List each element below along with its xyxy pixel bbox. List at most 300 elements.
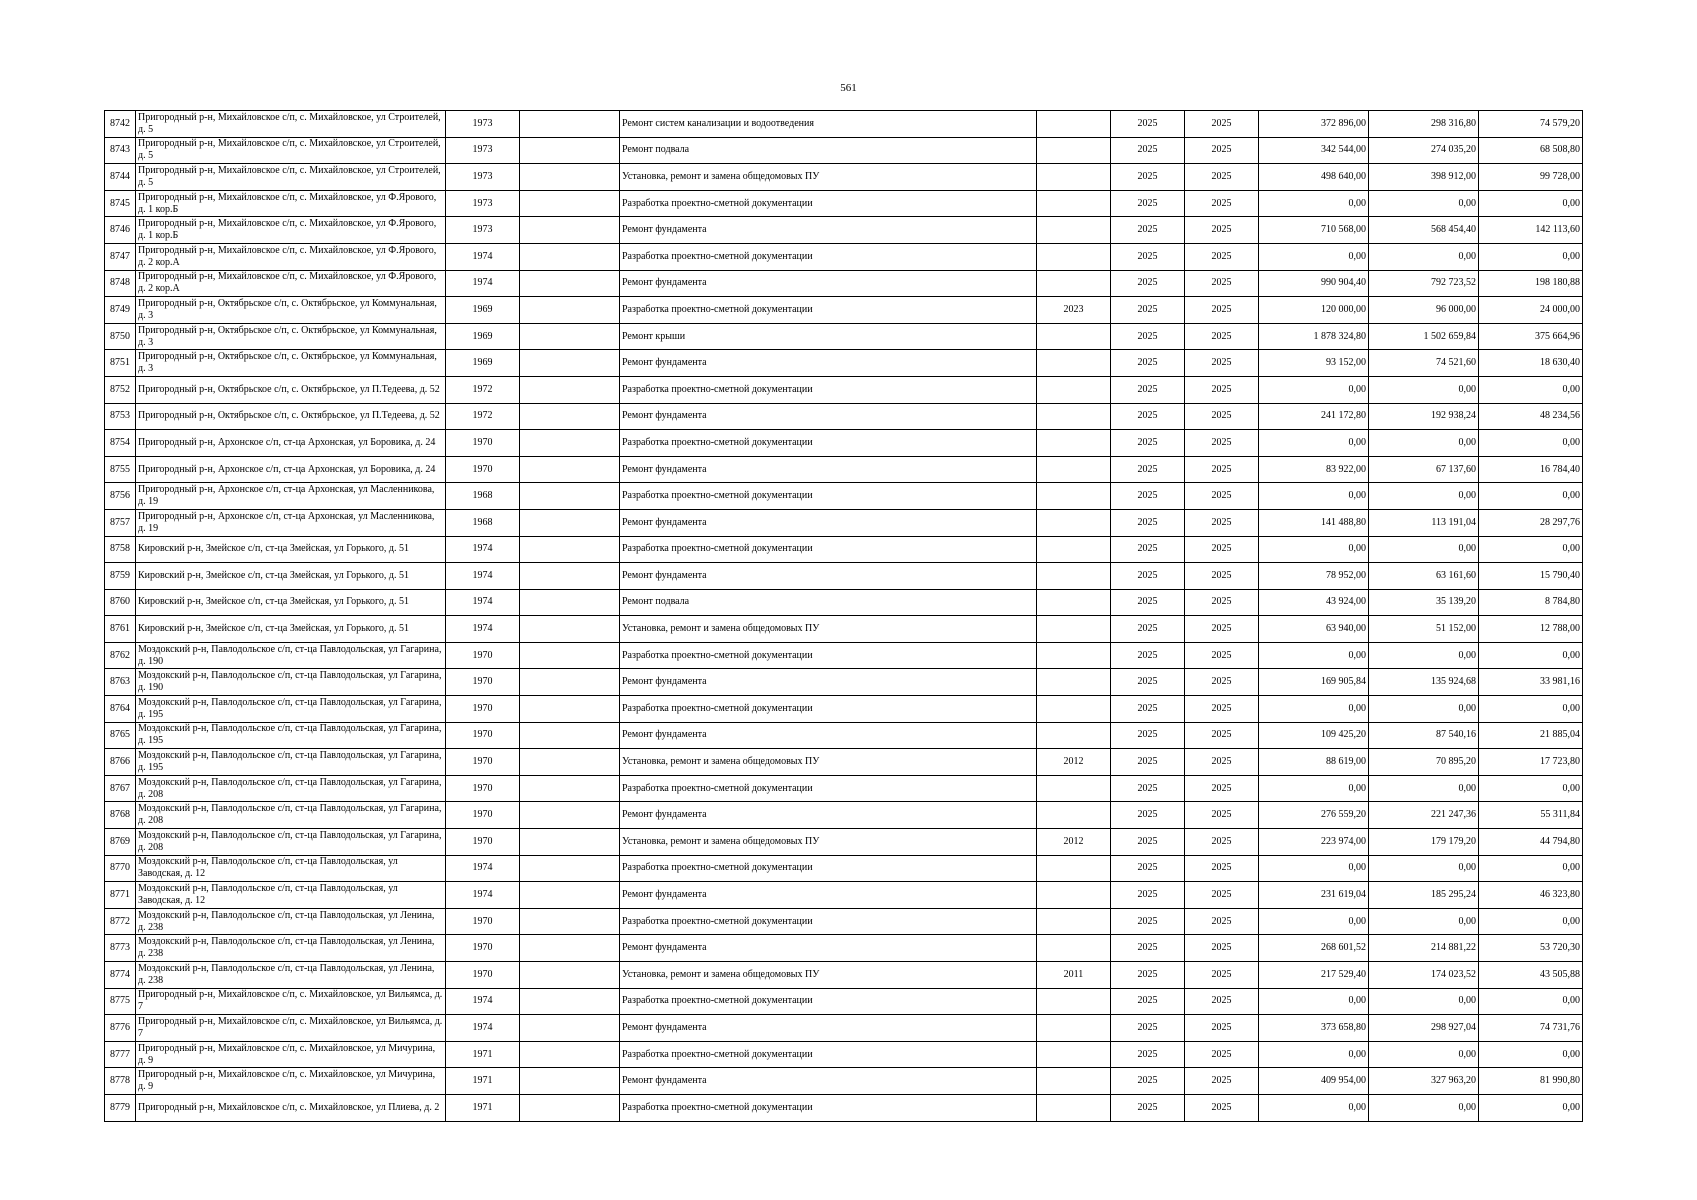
empty-cell — [520, 855, 620, 882]
row-number: 8764 — [105, 696, 136, 723]
address-text: Пригородный р-н, Михайловское с/п, с. Михайловское, ул Строителей, д. 5 — [138, 164, 441, 188]
fund-cost-cell: 327 963,20 — [1369, 1068, 1479, 1095]
work-type-cell: Установка, ремонт и замена общедомовых ПУ — [620, 829, 1037, 856]
fund-cost-cell: 67 137,60 — [1369, 456, 1479, 483]
table-row — [105, 642, 1583, 669]
work-type-cell: Ремонт фундамента — [620, 456, 1037, 483]
work-type-cell: Разработка проектно-сметной документации — [620, 642, 1037, 669]
row-number: 8760 — [105, 589, 136, 616]
fund-cost-cell: 0,00 — [1369, 190, 1479, 217]
build-year-cell: 1971 — [446, 1041, 520, 1068]
build-year-cell: 1970 — [446, 642, 520, 669]
address-text: Моздокский р-н, Павлодольское с/п, ст-ца Павлодольская, ул Гагарина, д. 190 — [138, 643, 442, 667]
owner-cost-cell: 8 784,80 — [1479, 589, 1583, 616]
address-text: Пригородный р-н, Михайловское с/п, с. Михайловское, ул Мичурина, д. 9 — [138, 1042, 436, 1066]
build-year-cell: 1968 — [446, 509, 520, 536]
last-repair-year-cell — [1037, 1041, 1111, 1068]
plan-start-year-cell: 2025 — [1111, 1015, 1185, 1042]
plan-end-year-cell: 2025 — [1185, 137, 1259, 164]
work-type-cell: Разработка проектно-сметной документации — [620, 775, 1037, 802]
fund-cost-cell: 179 179,20 — [1369, 829, 1479, 856]
plan-end-year-cell: 2025 — [1185, 962, 1259, 989]
build-year-cell: 1969 — [446, 323, 520, 350]
empty-cell — [520, 350, 620, 377]
work-type-cell: Ремонт фундамента — [620, 882, 1037, 909]
table-row — [105, 111, 1583, 138]
work-type-cell: Разработка проектно-сметной документации — [620, 1094, 1037, 1121]
fund-cost-cell: 298 316,80 — [1369, 111, 1479, 138]
address-text: Пригородный р-н, Октябрьское с/п, с. Октябрьское, ул Коммунальная, д. 3 — [138, 324, 437, 348]
fund-cost-cell: 1 502 659,84 — [1369, 323, 1479, 350]
address-cell — [136, 509, 446, 536]
address-text: Моздокский р-н, Павлодольское с/п, ст-ца Павлодольская, ул Гагарина, д. 195 — [138, 750, 442, 774]
address-cell — [136, 350, 446, 377]
address-cell — [136, 616, 446, 643]
address-cell — [136, 1015, 446, 1042]
total-cost-cell: 0,00 — [1259, 642, 1369, 669]
address-cell — [136, 243, 446, 270]
plan-end-year-cell: 2025 — [1185, 243, 1259, 270]
work-type-cell: Ремонт фундамента — [620, 350, 1037, 377]
row-number: 8763 — [105, 669, 136, 696]
owner-cost-cell: 0,00 — [1479, 483, 1583, 510]
last-repair-year-cell — [1037, 1094, 1111, 1121]
address-text: Пригородный р-н, Михайловское с/п, с. Михайловское, ул Ф.Ярового, д. 1 кор.Б — [138, 218, 437, 242]
row-number: 8767 — [105, 775, 136, 802]
build-year-cell: 1968 — [446, 483, 520, 510]
total-cost-cell: 710 568,00 — [1259, 217, 1369, 244]
build-year-cell: 1970 — [446, 749, 520, 776]
total-cost-cell: 223 974,00 — [1259, 829, 1369, 856]
total-cost-cell: 1 878 324,80 — [1259, 323, 1369, 350]
empty-cell — [520, 243, 620, 270]
owner-cost-cell: 18 630,40 — [1479, 350, 1583, 377]
table-row — [105, 563, 1583, 590]
last-repair-year-cell — [1037, 190, 1111, 217]
build-year-cell: 1971 — [446, 1068, 520, 1095]
total-cost-cell: 268 601,52 — [1259, 935, 1369, 962]
plan-end-year-cell: 2025 — [1185, 483, 1259, 510]
table-row — [105, 775, 1583, 802]
owner-cost-cell: 0,00 — [1479, 430, 1583, 457]
address-text: Моздокский р-н, Павлодольское с/п, ст-ца Павлодольская, ул Ленина, д. 238 — [138, 909, 435, 933]
owner-cost-cell: 198 180,88 — [1479, 270, 1583, 297]
build-year-cell: 1974 — [446, 988, 520, 1015]
empty-cell — [520, 882, 620, 909]
row-number: 8750 — [105, 323, 136, 350]
plan-start-year-cell: 2025 — [1111, 1094, 1185, 1121]
address-text: Моздокский р-н, Павлодольское с/п, ст-ца Павлодольская, ул Гагарина, д. 208 — [138, 803, 442, 827]
last-repair-year-cell: 2012 — [1037, 829, 1111, 856]
table-row — [105, 749, 1583, 776]
fund-cost-cell: 0,00 — [1369, 855, 1479, 882]
address-text: Пригородный р-н, Архонское с/п, ст-ца Архонская, ул Масленникова, д. 19 — [138, 484, 435, 508]
plan-end-year-cell: 2025 — [1185, 350, 1259, 377]
address-cell — [136, 1041, 446, 1068]
total-cost-cell: 231 619,04 — [1259, 882, 1369, 909]
plan-end-year-cell: 2025 — [1185, 323, 1259, 350]
owner-cost-cell: 0,00 — [1479, 855, 1583, 882]
owner-cost-cell: 0,00 — [1479, 908, 1583, 935]
table-body — [105, 111, 1583, 1122]
plan-start-year-cell: 2025 — [1111, 270, 1185, 297]
owner-cost-cell: 74 731,76 — [1479, 1015, 1583, 1042]
fund-cost-cell: 70 895,20 — [1369, 749, 1479, 776]
work-type-cell: Ремонт фундамента — [620, 935, 1037, 962]
plan-end-year-cell: 2025 — [1185, 616, 1259, 643]
last-repair-year-cell — [1037, 616, 1111, 643]
plan-end-year-cell: 2025 — [1185, 882, 1259, 909]
work-type-cell: Ремонт систем канализации и водоотведения — [620, 111, 1037, 138]
table-row — [105, 350, 1583, 377]
owner-cost-cell: 0,00 — [1479, 775, 1583, 802]
last-repair-year-cell — [1037, 137, 1111, 164]
owner-cost-cell: 81 990,80 — [1479, 1068, 1583, 1095]
fund-cost-cell: 51 152,00 — [1369, 616, 1479, 643]
plan-start-year-cell: 2025 — [1111, 563, 1185, 590]
row-number: 8743 — [105, 137, 136, 164]
plan-end-year-cell: 2025 — [1185, 855, 1259, 882]
build-year-cell: 1973 — [446, 190, 520, 217]
plan-end-year-cell: 2025 — [1185, 509, 1259, 536]
build-year-cell: 1974 — [446, 243, 520, 270]
empty-cell — [520, 217, 620, 244]
empty-cell — [520, 669, 620, 696]
empty-cell — [520, 749, 620, 776]
address-text: Пригородный р-н, Михайловское с/п, с. Михайловское, ул Ф.Ярового, д. 2 кор.А — [138, 271, 437, 295]
fund-cost-cell: 792 723,52 — [1369, 270, 1479, 297]
owner-cost-cell: 33 981,16 — [1479, 669, 1583, 696]
total-cost-cell: 276 559,20 — [1259, 802, 1369, 829]
plan-end-year-cell: 2025 — [1185, 111, 1259, 138]
build-year-cell: 1970 — [446, 669, 520, 696]
row-number: 8746 — [105, 217, 136, 244]
row-number: 8774 — [105, 962, 136, 989]
owner-cost-cell: 0,00 — [1479, 1094, 1583, 1121]
build-year-cell: 1970 — [446, 802, 520, 829]
last-repair-year-cell — [1037, 323, 1111, 350]
table-row — [105, 190, 1583, 217]
total-cost-cell: 990 904,40 — [1259, 270, 1369, 297]
owner-cost-cell: 142 113,60 — [1479, 217, 1583, 244]
owner-cost-cell: 74 579,20 — [1479, 111, 1583, 138]
plan-end-year-cell: 2025 — [1185, 456, 1259, 483]
owner-cost-cell: 55 311,84 — [1479, 802, 1583, 829]
empty-cell — [520, 908, 620, 935]
total-cost-cell: 0,00 — [1259, 775, 1369, 802]
plan-end-year-cell: 2025 — [1185, 376, 1259, 403]
total-cost-cell: 241 172,80 — [1259, 403, 1369, 430]
plan-start-year-cell: 2025 — [1111, 908, 1185, 935]
table-row — [105, 536, 1583, 563]
plan-start-year-cell: 2025 — [1111, 350, 1185, 377]
build-year-cell: 1972 — [446, 376, 520, 403]
last-repair-year-cell — [1037, 1015, 1111, 1042]
address-cell — [136, 376, 446, 403]
build-year-cell: 1973 — [446, 111, 520, 138]
empty-cell — [520, 164, 620, 191]
address-text: Пригородный р-н, Октябрьское с/п, с. Октябрьское, ул П.Тедеева, д. 52 — [138, 383, 440, 395]
total-cost-cell: 373 658,80 — [1259, 1015, 1369, 1042]
last-repair-year-cell — [1037, 908, 1111, 935]
total-cost-cell: 83 922,00 — [1259, 456, 1369, 483]
row-number: 8769 — [105, 829, 136, 856]
build-year-cell: 1970 — [446, 456, 520, 483]
work-type-cell: Ремонт крыши — [620, 323, 1037, 350]
plan-start-year-cell: 2025 — [1111, 962, 1185, 989]
address-cell — [136, 217, 446, 244]
plan-start-year-cell: 2025 — [1111, 403, 1185, 430]
plan-end-year-cell: 2025 — [1185, 297, 1259, 324]
last-repair-year-cell — [1037, 430, 1111, 457]
empty-cell — [520, 509, 620, 536]
owner-cost-cell: 15 790,40 — [1479, 563, 1583, 590]
fund-cost-cell: 0,00 — [1369, 483, 1479, 510]
plan-end-year-cell: 2025 — [1185, 829, 1259, 856]
work-type-cell: Разработка проектно-сметной документации — [620, 696, 1037, 723]
fund-cost-cell: 74 521,60 — [1369, 350, 1479, 377]
row-number: 8752 — [105, 376, 136, 403]
total-cost-cell: 0,00 — [1259, 1041, 1369, 1068]
work-type-cell: Установка, ремонт и замена общедомовых ПУ — [620, 164, 1037, 191]
empty-cell — [520, 1015, 620, 1042]
build-year-cell: 1974 — [446, 855, 520, 882]
build-year-cell: 1973 — [446, 217, 520, 244]
empty-cell — [520, 802, 620, 829]
address-text: Пригородный р-н, Архонское с/п, ст-ца Архонская, ул Боровика, д. 24 — [138, 463, 436, 475]
plan-start-year-cell: 2025 — [1111, 456, 1185, 483]
address-cell — [136, 775, 446, 802]
work-type-cell: Ремонт фундамента — [620, 509, 1037, 536]
address-cell — [136, 111, 446, 138]
empty-cell — [520, 642, 620, 669]
fund-cost-cell: 0,00 — [1369, 1041, 1479, 1068]
plan-start-year-cell: 2025 — [1111, 642, 1185, 669]
empty-cell — [520, 536, 620, 563]
build-year-cell: 1970 — [446, 430, 520, 457]
total-cost-cell: 88 619,00 — [1259, 749, 1369, 776]
owner-cost-cell: 0,00 — [1479, 988, 1583, 1015]
row-number: 8757 — [105, 509, 136, 536]
table-row — [105, 908, 1583, 935]
address-text: Кировский р-н, Змейское с/п, ст-ца Змейская, ул Горького, д. 51 — [138, 543, 409, 555]
work-type-cell: Разработка проектно-сметной документации — [620, 376, 1037, 403]
table-row — [105, 270, 1583, 297]
owner-cost-cell: 0,00 — [1479, 376, 1583, 403]
fund-cost-cell: 214 881,22 — [1369, 935, 1479, 962]
owner-cost-cell: 46 323,80 — [1479, 882, 1583, 909]
fund-cost-cell: 0,00 — [1369, 988, 1479, 1015]
table-row — [105, 935, 1583, 962]
last-repair-year-cell — [1037, 775, 1111, 802]
plan-end-year-cell: 2025 — [1185, 1068, 1259, 1095]
plan-start-year-cell: 2025 — [1111, 829, 1185, 856]
fund-cost-cell: 0,00 — [1369, 430, 1479, 457]
fund-cost-cell: 221 247,36 — [1369, 802, 1479, 829]
plan-start-year-cell: 2025 — [1111, 243, 1185, 270]
last-repair-year-cell — [1037, 536, 1111, 563]
work-type-cell: Установка, ремонт и замена общедомовых ПУ — [620, 749, 1037, 776]
row-number: 8768 — [105, 802, 136, 829]
plan-start-year-cell: 2025 — [1111, 509, 1185, 536]
address-cell — [136, 1094, 446, 1121]
table-row — [105, 616, 1583, 643]
address-text: Пригородный р-н, Михайловское с/п, с. Михайловское, ул Мичурина, д. 9 — [138, 1069, 436, 1093]
address-cell — [136, 988, 446, 1015]
last-repair-year-cell — [1037, 270, 1111, 297]
address-text: Кировский р-н, Змейское с/п, ст-ца Змейская, ул Горького, д. 51 — [138, 623, 409, 635]
owner-cost-cell: 21 885,04 — [1479, 722, 1583, 749]
plan-end-year-cell: 2025 — [1185, 190, 1259, 217]
row-number: 8779 — [105, 1094, 136, 1121]
total-cost-cell: 342 544,00 — [1259, 137, 1369, 164]
work-type-cell: Разработка проектно-сметной документации — [620, 297, 1037, 324]
total-cost-cell: 0,00 — [1259, 483, 1369, 510]
address-cell — [136, 456, 446, 483]
owner-cost-cell: 16 784,40 — [1479, 456, 1583, 483]
work-type-cell: Разработка проектно-сметной документации — [620, 988, 1037, 1015]
fund-cost-cell: 0,00 — [1369, 1094, 1479, 1121]
plan-start-year-cell: 2025 — [1111, 430, 1185, 457]
last-repair-year-cell — [1037, 217, 1111, 244]
last-repair-year-cell: 2011 — [1037, 962, 1111, 989]
table-row — [105, 802, 1583, 829]
fund-cost-cell: 192 938,24 — [1369, 403, 1479, 430]
work-type-cell: Ремонт фундамента — [620, 563, 1037, 590]
last-repair-year-cell — [1037, 111, 1111, 138]
address-text: Моздокский р-н, Павлодольское с/п, ст-ца Павлодольская, ул Заводская, д. 12 — [138, 883, 398, 907]
table-row — [105, 1041, 1583, 1068]
plan-end-year-cell: 2025 — [1185, 908, 1259, 935]
work-type-cell: Установка, ремонт и замена общедомовых ПУ — [620, 616, 1037, 643]
owner-cost-cell: 0,00 — [1479, 190, 1583, 217]
plan-start-year-cell: 2025 — [1111, 1041, 1185, 1068]
last-repair-year-cell — [1037, 882, 1111, 909]
total-cost-cell: 43 924,00 — [1259, 589, 1369, 616]
total-cost-cell: 141 488,80 — [1259, 509, 1369, 536]
row-number: 8748 — [105, 270, 136, 297]
fund-cost-cell: 0,00 — [1369, 243, 1479, 270]
plan-start-year-cell: 2025 — [1111, 164, 1185, 191]
address-text: Моздокский р-н, Павлодольское с/п, ст-ца Павлодольская, ул Ленина, д. 238 — [138, 936, 435, 960]
empty-cell — [520, 430, 620, 457]
last-repair-year-cell: 2023 — [1037, 297, 1111, 324]
fund-cost-cell: 0,00 — [1369, 775, 1479, 802]
table-row — [105, 323, 1583, 350]
plan-end-year-cell: 2025 — [1185, 749, 1259, 776]
address-text: Пригородный р-н, Михайловское с/п, с. Михайловское, ул Вильямса, д. 7 — [138, 989, 443, 1013]
plan-start-year-cell: 2025 — [1111, 217, 1185, 244]
plan-start-year-cell: 2025 — [1111, 775, 1185, 802]
empty-cell — [520, 696, 620, 723]
fund-cost-cell: 113 191,04 — [1369, 509, 1479, 536]
build-year-cell: 1970 — [446, 696, 520, 723]
build-year-cell: 1970 — [446, 722, 520, 749]
address-cell — [136, 669, 446, 696]
last-repair-year-cell — [1037, 403, 1111, 430]
last-repair-year-cell — [1037, 376, 1111, 403]
fund-cost-cell: 185 295,24 — [1369, 882, 1479, 909]
table-row — [105, 403, 1583, 430]
owner-cost-cell: 12 788,00 — [1479, 616, 1583, 643]
address-text: Моздокский р-н, Павлодольское с/п, ст-ца Павлодольская, ул Гагарина, д. 190 — [138, 670, 442, 694]
address-cell — [136, 589, 446, 616]
plan-start-year-cell: 2025 — [1111, 669, 1185, 696]
fund-cost-cell: 96 000,00 — [1369, 297, 1479, 324]
address-text: Кировский р-н, Змейское с/п, ст-ца Змейская, ул Горького, д. 51 — [138, 596, 409, 608]
plan-start-year-cell: 2025 — [1111, 536, 1185, 563]
owner-cost-cell: 44 794,80 — [1479, 829, 1583, 856]
plan-end-year-cell: 2025 — [1185, 1015, 1259, 1042]
plan-start-year-cell: 2025 — [1111, 988, 1185, 1015]
empty-cell — [520, 456, 620, 483]
address-text: Пригородный р-н, Октябрьское с/п, с. Октябрьское, ул Коммунальная, д. 3 — [138, 351, 437, 375]
empty-cell — [520, 775, 620, 802]
empty-cell — [520, 988, 620, 1015]
last-repair-year-cell — [1037, 802, 1111, 829]
build-year-cell: 1969 — [446, 350, 520, 377]
work-type-cell: Разработка проектно-сметной документации — [620, 483, 1037, 510]
total-cost-cell: 0,00 — [1259, 536, 1369, 563]
empty-cell — [520, 190, 620, 217]
build-year-cell: 1973 — [446, 137, 520, 164]
table-row — [105, 243, 1583, 270]
address-cell — [136, 190, 446, 217]
table-row — [105, 1094, 1583, 1121]
fund-cost-cell: 35 139,20 — [1369, 589, 1479, 616]
total-cost-cell: 0,00 — [1259, 908, 1369, 935]
plan-start-year-cell: 2025 — [1111, 855, 1185, 882]
plan-end-year-cell: 2025 — [1185, 642, 1259, 669]
plan-end-year-cell: 2025 — [1185, 430, 1259, 457]
empty-cell — [520, 376, 620, 403]
row-number: 8766 — [105, 749, 136, 776]
repair-program-table — [104, 110, 1583, 1122]
table-row — [105, 376, 1583, 403]
empty-cell — [520, 323, 620, 350]
empty-cell — [520, 962, 620, 989]
address-cell — [136, 164, 446, 191]
empty-cell — [520, 1094, 620, 1121]
total-cost-cell: 0,00 — [1259, 855, 1369, 882]
row-number: 8756 — [105, 483, 136, 510]
build-year-cell: 1974 — [446, 270, 520, 297]
plan-start-year-cell: 2025 — [1111, 297, 1185, 324]
address-text: Пригородный р-н, Михайловское с/п, с. Михайловское, ул Строителей, д. 5 — [138, 138, 441, 162]
fund-cost-cell: 0,00 — [1369, 376, 1479, 403]
plan-end-year-cell: 2025 — [1185, 270, 1259, 297]
build-year-cell: 1971 — [446, 1094, 520, 1121]
build-year-cell: 1973 — [446, 164, 520, 191]
address-cell — [136, 882, 446, 909]
empty-cell — [520, 616, 620, 643]
plan-end-year-cell: 2025 — [1185, 536, 1259, 563]
address-text: Пригородный р-н, Михайловское с/п, с. Михайловское, ул Вильямса, д. 7 — [138, 1015, 443, 1039]
table-row — [105, 829, 1583, 856]
address-cell — [136, 323, 446, 350]
address-cell — [136, 403, 446, 430]
empty-cell — [520, 722, 620, 749]
work-type-cell: Ремонт фундамента — [620, 217, 1037, 244]
work-type-cell: Ремонт фундамента — [620, 669, 1037, 696]
address-cell — [136, 749, 446, 776]
address-cell — [136, 908, 446, 935]
plan-start-year-cell: 2025 — [1111, 1068, 1185, 1095]
last-repair-year-cell — [1037, 1068, 1111, 1095]
table-row — [105, 988, 1583, 1015]
table-row — [105, 297, 1583, 324]
last-repair-year-cell — [1037, 509, 1111, 536]
